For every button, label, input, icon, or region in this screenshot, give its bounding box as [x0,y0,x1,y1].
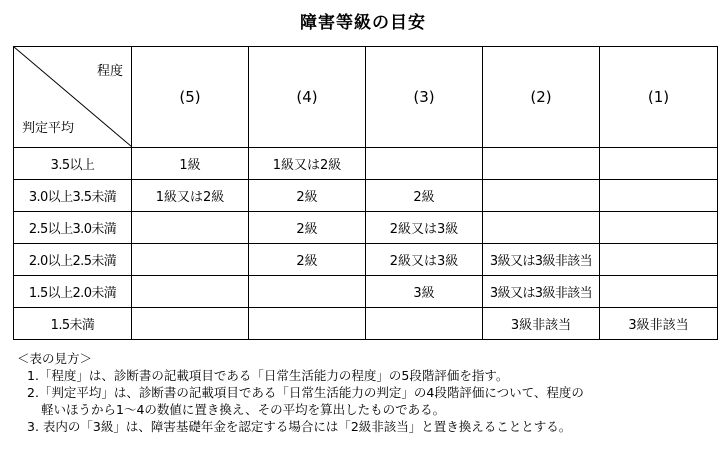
note-item-1: 1.「程度」は、診断書の記載項目である「日常生活能力の程度」の5段階評価を指す。 [27,368,509,383]
table-row [14,148,718,180]
column-header-4: (4) [249,47,366,148]
table-cell: 3級又は3級非該当 [483,244,600,276]
table-cell [132,212,249,244]
table-cell: 3級又は3級非該当 [483,276,600,308]
table-cell [132,276,249,308]
table-cell [600,244,718,276]
table-cell: 2級 [249,180,366,212]
table-cell: 2級 [249,244,366,276]
row-label: 2.5以上3.0未満 [14,212,132,244]
table-row [14,276,718,308]
table-cell: 2級又は3級 [366,244,483,276]
table-cell [249,276,366,308]
judgment-average-label: 判定平均 [22,121,75,136]
row-label: 3.5以上 [14,148,132,180]
table-cell: 1級 [132,148,249,180]
disability-grade-table [13,46,718,340]
table-cell [483,212,600,244]
table-cell [249,308,366,340]
table-cell [132,308,249,340]
table-cell [483,180,600,212]
table-cell: 2級又は3級 [366,212,483,244]
table-cell: 3級 [366,276,483,308]
table-cell [366,308,483,340]
table-cell [600,180,718,212]
table-cell [600,148,718,180]
table-cell [600,212,718,244]
notes-heading: ＜表の見方＞ [17,351,93,366]
degree-label: 程度 [96,64,123,79]
column-header-3: (3) [366,47,483,148]
table-cell: 3級非該当 [600,308,718,340]
note-item-3: 3. 表内の「3級」は、障害基礎年金を認定する場合には「2級非該当」と置き換えることとする。 [27,419,572,434]
table-cell [483,148,600,180]
note-item-2-continued: 軽いほうから1～4の数値に置き換え、その平均を算出したものである。 [41,402,446,417]
table-cell [600,276,718,308]
row-label: 3.0以上3.5未満 [14,180,132,212]
table-row [14,244,718,276]
table-cell [366,148,483,180]
table-cell: 2級 [366,180,483,212]
table-cell [132,244,249,276]
note-item-2: 2.「判定平均」は、診断書の記載項目である「日常生活能力の判定」の4段階評価について、程度の [27,385,584,400]
corner-header-cell [14,47,132,148]
page-title: 障害等級の目安 [300,13,426,33]
column-header-5: (5) [132,47,249,148]
table-row [14,308,718,340]
table-row [14,180,718,212]
table-row [14,212,718,244]
table-cell: 1級又は2級 [249,148,366,180]
column-header-2: (2) [483,47,600,148]
column-header-1: (1) [600,47,718,148]
table-header-row [14,47,718,148]
table-cell: 1級又は2級 [132,180,249,212]
table-cell: 2級 [249,212,366,244]
row-label: 2.0以上2.5未満 [14,244,132,276]
row-label: 1.5未満 [14,308,132,340]
row-label: 1.5以上2.0未満 [14,276,132,308]
table-legend-notes [17,350,584,435]
table-cell: 3級非該当 [483,308,600,340]
